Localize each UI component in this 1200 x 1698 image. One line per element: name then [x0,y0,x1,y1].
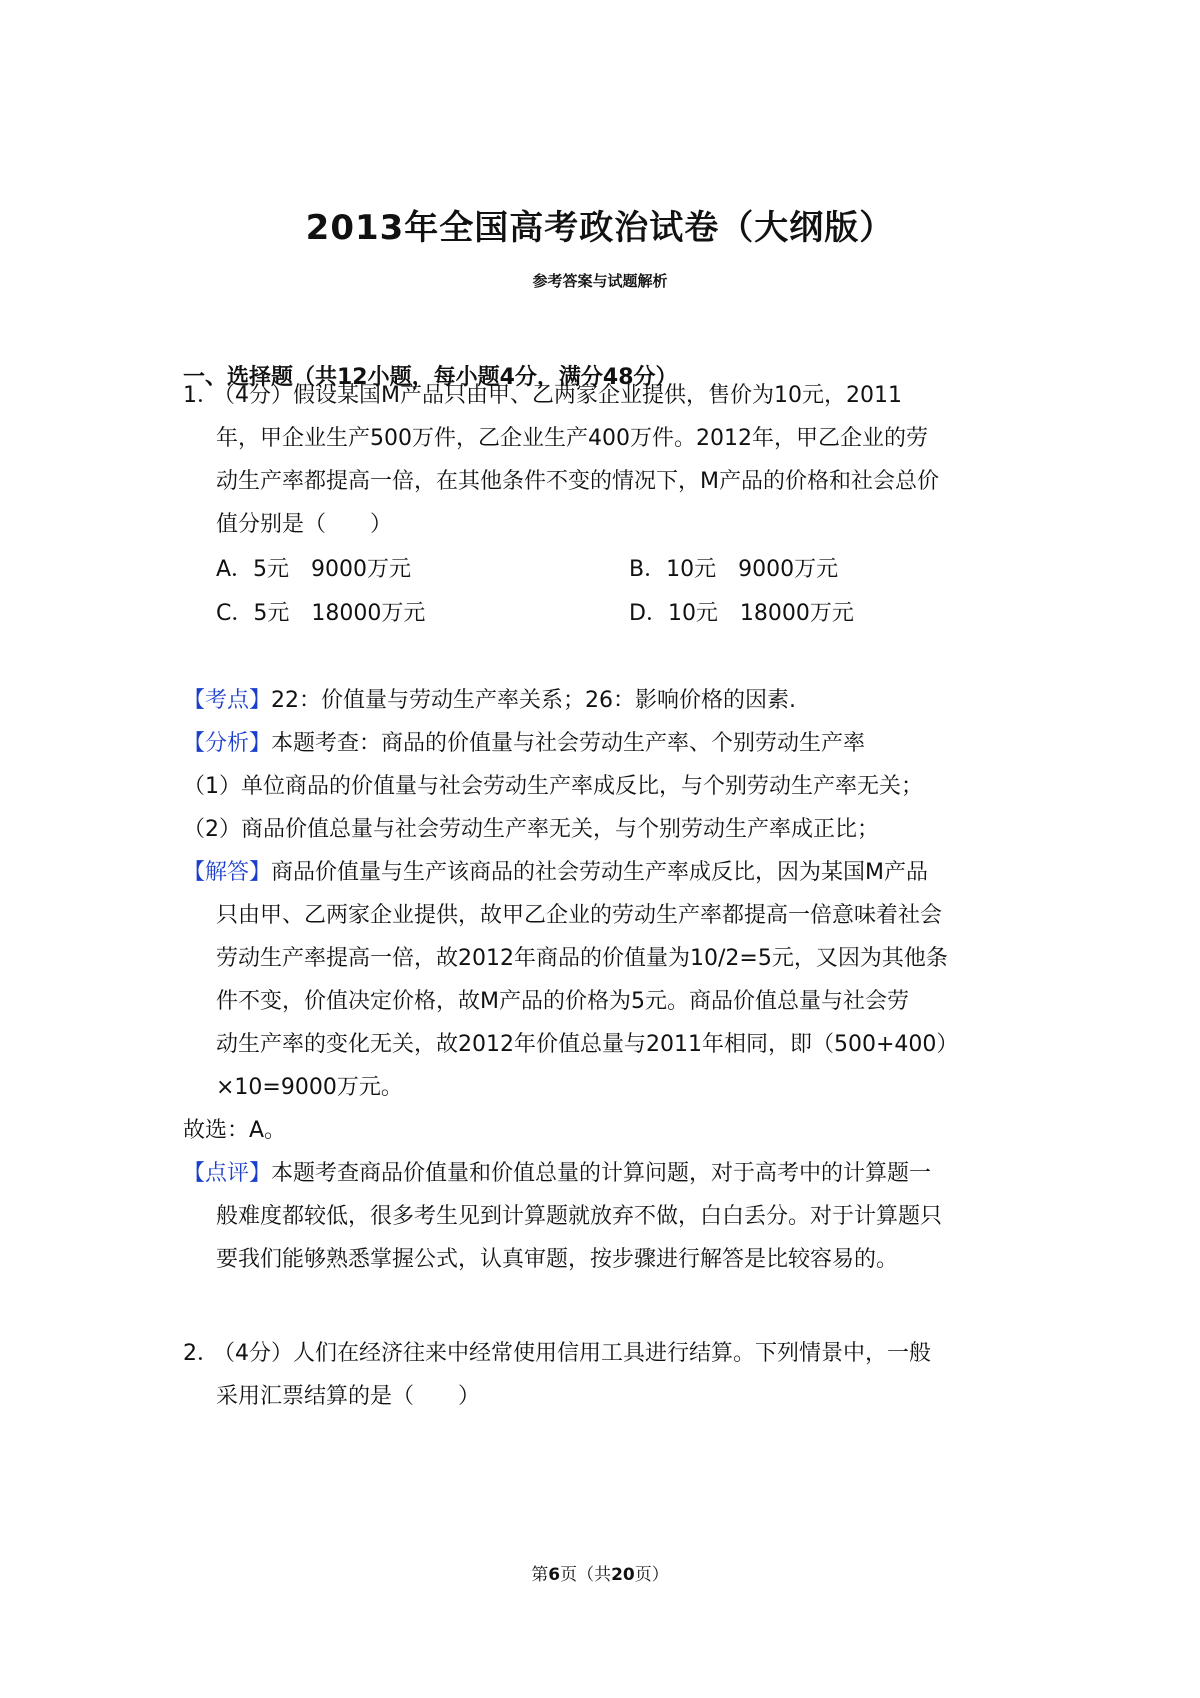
fenxi-text: 本题考查：商品的价值量与社会劳动生产率、个别劳动生产率 [271,731,866,756]
fenxi-tag: 【分析】 [183,731,272,756]
page-subtitle: 参考答案与试题解析 [532,272,668,290]
kaodian-text: 22：价值量与劳动生产率关系；26：影响价格的因素. [271,688,796,713]
dianping-line: 般难度都较低，很多考生见到计算题就放弃不做，白白丢分。对于计算题只 [216,1204,943,1229]
answer-choice: 故选：A。 [183,1118,287,1143]
jieda-line: 只由甲、乙两家企业提供，故甲乙企业的劳动生产率都提高一倍意味着社会 [216,903,943,928]
dianping-row [183,1156,931,1187]
footer-post: 页） [634,1565,669,1585]
jieda-tag: 【解答】 [183,860,272,885]
question-line: 值分别是（ ） [216,512,393,537]
question-line: 年，甲企业生产500万件，乙企业生产400万件。2012年，甲乙企业的劳 [216,426,928,451]
jieda-text: 商品价值量与生产该商品的社会劳动生产率成反比，因为某国M产品 [271,860,928,885]
question-line: （4分）人们在经济往来中经常使用信用工具进行结算。下列情景中，一般 [213,1341,931,1366]
section-heading: 一、选择题（共12小题，每小题4分，满分48分） [183,365,678,390]
jieda-line: ×10=9000万元。 [216,1075,403,1100]
footer-total-pages: 20 [611,1565,635,1585]
footer-pre: 第 [531,1565,549,1585]
jieda-line: 劳动生产率提高一倍，故2012年商品的价值量为10/2=5元，又因为其他条 [216,946,948,971]
kaodian-tag: 【考点】 [183,688,272,713]
fenxi-point-2: （2）商品价值总量与社会劳动生产率无关，与个别劳动生产率成正比； [183,817,879,842]
option-d: D．10元 18000万元 [629,601,854,626]
footer-page-number: 6 [548,1565,561,1585]
kaodian-row [183,683,796,714]
jieda-row [183,855,928,886]
option-b: B．10元 9000万元 [629,557,839,582]
fenxi-row [183,726,865,757]
jieda-line: 件不变，价值决定价格，故M产品的价格为5元。商品价值总量与社会劳 [216,989,909,1014]
question-number: 1． [183,383,219,408]
dianping-tag: 【点评】 [183,1161,272,1186]
footer-mid: 页（共 [560,1565,612,1585]
question-line: 动生产率都提高一倍，在其他条件不变的情况下，M产品的价格和社会总价 [216,469,939,494]
option-c: C．5元 18000万元 [216,601,426,626]
fenxi-point-1: （1）单位商品的价值量与社会劳动生产率成反比，与个别劳动生产率无关； [183,774,923,799]
dianping-line: 要我们能够熟悉掌握公式，认真审题，按步骤进行解答是比较容易的。 [216,1247,899,1272]
page-footer [0,1560,1200,1585]
jieda-line: 动生产率的变化无关，故2012年价值总量与2011年相同，即（500+400） [216,1032,959,1057]
question-line: 采用汇票结算的是（ ） [216,1384,481,1409]
dianping-text: 本题考查商品价值量和价值总量的计算问题，对于高考中的计算题一 [271,1161,932,1186]
question-number: 2． [183,1341,219,1366]
question-line: （4分）假设某国M产品只由甲、乙两家企业提供，售价为10元，2011 [213,383,902,408]
option-a: A．5元 9000万元 [216,557,412,582]
page-title: 2013年全国高考政治试卷（大纲版） [305,208,895,248]
